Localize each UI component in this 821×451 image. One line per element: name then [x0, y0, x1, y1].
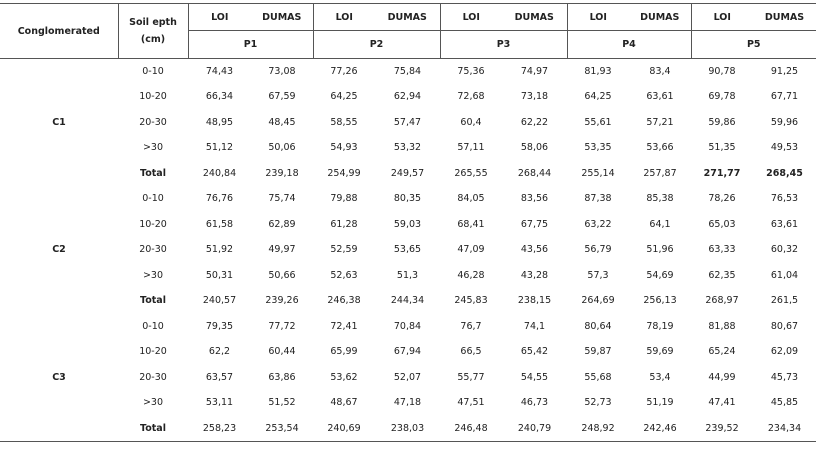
depth-cell: 20-30	[139, 244, 167, 256]
table-row	[0, 186, 816, 212]
value-cell: 46,28	[457, 269, 485, 281]
value-cell: 77,26	[330, 66, 358, 77]
value-cell: 258,23	[188, 416, 251, 442]
group-label-cell	[0, 59, 118, 85]
value-cell: 83,56	[520, 193, 549, 205]
value-cell: 57,3	[587, 269, 609, 281]
value-cell: 52,59	[330, 244, 358, 256]
table-row	[0, 263, 816, 289]
value-cell: 55,77	[457, 371, 485, 383]
value-cell: 240,84	[202, 167, 237, 179]
table-row	[0, 110, 816, 136]
value-cell: 253,54	[251, 416, 313, 442]
depth-cell: Total	[118, 416, 188, 442]
col-label-header: DUMAS	[375, 4, 440, 31]
value-cell: 51,96	[646, 244, 674, 256]
table-row	[0, 390, 816, 416]
value-cell: 62,22	[520, 116, 549, 128]
col-label-header: LOI	[440, 4, 502, 31]
value-cell: 261,5	[770, 295, 799, 307]
col-label-header: DUMAS	[502, 4, 567, 31]
depth-cell: 10-20	[139, 91, 167, 103]
group-label-cell	[0, 263, 118, 289]
value-cell: 60,44	[268, 346, 296, 358]
value-cell: 53,32	[393, 142, 422, 154]
value-cell: 57,11	[457, 142, 485, 154]
col-label-header: LOI	[567, 4, 629, 31]
value-cell: 53,4	[649, 371, 671, 383]
group-label-cell	[0, 339, 118, 365]
value-cell: 43,28	[520, 269, 549, 281]
value-cell: 54,69	[646, 269, 674, 281]
value-cell: 78,26	[708, 193, 736, 205]
value-cell: 264,69	[581, 295, 615, 307]
value-cell: 59,96	[770, 116, 799, 128]
value-cell: 49,53	[770, 142, 799, 154]
value-cell: 65,99	[330, 346, 358, 358]
value-cell: 46,73	[520, 397, 549, 409]
value-cell: 50,66	[268, 269, 296, 281]
value-cell: 63,57	[205, 371, 234, 383]
value-cell: 74,1	[523, 320, 546, 332]
conglomerated-header: Conglomerated	[0, 4, 118, 59]
value-cell: 45,73	[770, 371, 799, 383]
group-label-cell	[0, 390, 118, 416]
group-label-cell	[0, 314, 118, 340]
value-cell: 67,59	[268, 91, 296, 103]
value-cell: 268,45	[766, 167, 803, 179]
value-cell: 51,3	[396, 269, 419, 281]
table-row	[0, 339, 816, 365]
value-cell: 48,45	[268, 116, 296, 128]
value-cell: 240,69	[313, 416, 375, 442]
depth-cell: 0-10	[142, 193, 164, 205]
value-cell: 76,53	[770, 193, 799, 205]
value-cell: 51,52	[268, 397, 296, 409]
value-cell: 57,47	[393, 116, 422, 128]
value-cell: 50,31	[205, 269, 234, 281]
value-cell: 57,21	[646, 116, 674, 128]
total-row	[0, 161, 816, 187]
value-cell: 240,57	[202, 295, 237, 307]
value-cell: 84,05	[457, 193, 485, 205]
group-label-cell	[0, 186, 118, 212]
value-cell: 76,76	[205, 193, 234, 205]
value-cell: 47,41	[708, 397, 736, 409]
value-cell: 49,97	[268, 244, 296, 256]
total-row	[0, 288, 816, 314]
value-cell: 268,97	[705, 295, 739, 307]
table-row	[0, 237, 816, 263]
value-cell: 63,61	[770, 218, 799, 230]
value-cell: 69,78	[708, 91, 736, 103]
value-cell: 240,79	[502, 416, 567, 442]
value-cell: 55,61	[584, 116, 612, 128]
value-cell: 53,62	[330, 371, 358, 383]
table-row	[0, 84, 816, 110]
value-cell: 54,93	[330, 142, 358, 154]
value-cell: 53,35	[584, 142, 612, 154]
value-cell: 62,89	[268, 218, 296, 230]
value-cell: 79,35	[205, 320, 234, 332]
soil-depth-header-line2: (cm)	[140, 34, 166, 45]
value-cell: 90,78	[708, 66, 736, 77]
value-cell: 64,25	[584, 91, 612, 103]
table-row	[0, 365, 816, 391]
value-cell: 67,71	[770, 91, 799, 103]
group-label-cell: C2	[52, 244, 66, 256]
soil-depth-header-line1: Soil epth	[129, 17, 177, 28]
value-cell: 246,48	[440, 416, 502, 442]
value-cell: 246,38	[327, 295, 361, 307]
value-cell: 255,14	[581, 167, 615, 179]
value-cell: 47,09	[457, 244, 485, 256]
table-body	[0, 59, 816, 442]
value-cell: 239,26	[265, 295, 299, 307]
group-label-cell: C3	[52, 371, 66, 383]
value-cell: 76,7	[460, 320, 482, 332]
group-label-cell	[0, 135, 118, 161]
value-cell: 62,94	[393, 91, 422, 103]
value-cell: 234,34	[753, 416, 816, 442]
value-cell: 268,44	[517, 167, 552, 179]
value-cell: 78,19	[646, 320, 674, 332]
value-cell: 87,38	[584, 193, 612, 205]
value-cell: 53,66	[646, 142, 674, 154]
value-cell: 51,35	[708, 142, 736, 154]
value-cell: 72,68	[457, 91, 485, 103]
depth-cell: Total	[140, 295, 166, 307]
depth-cell: >30	[142, 142, 164, 154]
plot-header-p3: P3	[440, 31, 567, 59]
value-cell: 53,65	[393, 244, 422, 256]
value-cell: 54,55	[520, 371, 549, 383]
value-cell: 85,38	[646, 193, 674, 205]
table-row	[0, 59, 816, 85]
value-cell: 61,58	[205, 218, 234, 230]
value-cell: 56,79	[584, 244, 612, 256]
value-cell: 249,57	[390, 167, 425, 179]
table-row	[0, 314, 816, 340]
value-cell: 73,08	[268, 66, 296, 77]
value-cell: 79,88	[330, 193, 358, 205]
value-cell: 59,87	[584, 346, 612, 358]
value-cell: 51,19	[646, 397, 674, 409]
value-cell: 238,15	[517, 295, 552, 307]
group-label-cell	[0, 161, 118, 187]
table-row	[0, 212, 816, 238]
group-label-cell	[0, 288, 118, 314]
group-label-cell	[0, 84, 118, 110]
value-cell: 74,97	[520, 66, 549, 77]
depth-cell: 0-10	[142, 66, 164, 77]
value-cell: 59,03	[393, 218, 422, 230]
value-cell: 238,03	[375, 416, 440, 442]
value-cell: 48,95	[205, 116, 234, 128]
col-label-header: DUMAS	[251, 4, 313, 31]
value-cell: 62,35	[708, 269, 736, 281]
depth-cell: 20-30	[139, 371, 167, 383]
value-cell: 62,09	[770, 346, 799, 358]
value-cell: 58,55	[330, 116, 358, 128]
value-cell: 265,55	[454, 167, 488, 179]
value-cell: 55,68	[584, 371, 612, 383]
value-cell: 91,25	[770, 66, 799, 77]
value-cell: 239,18	[265, 167, 299, 179]
value-cell: 67,75	[520, 218, 549, 230]
value-cell: 64,25	[330, 91, 358, 103]
plot-header-p1: P1	[188, 31, 313, 59]
value-cell: 245,83	[454, 295, 488, 307]
value-cell: 75,84	[393, 66, 422, 77]
value-cell: 257,87	[643, 167, 677, 179]
value-cell: 64,1	[649, 218, 671, 230]
value-cell: 66,5	[460, 346, 482, 358]
value-cell: 61,28	[330, 218, 358, 230]
depth-cell: Total	[140, 167, 166, 179]
col-label-header: LOI	[188, 4, 251, 31]
value-cell: 77,72	[268, 320, 296, 332]
value-cell: 60,32	[770, 244, 799, 256]
value-cell: 80,35	[393, 193, 422, 205]
value-cell: 63,22	[584, 218, 612, 230]
value-cell: 75,36	[457, 66, 485, 77]
value-cell: 48,67	[330, 397, 358, 409]
table-row	[0, 135, 816, 161]
value-cell: 239,52	[691, 416, 753, 442]
plot-header-p2: P2	[313, 31, 440, 59]
value-cell: 53,11	[205, 397, 234, 409]
value-cell: 256,13	[643, 295, 677, 307]
depth-cell: 20-30	[139, 116, 167, 128]
value-cell: 63,86	[268, 371, 296, 383]
depth-cell: 10-20	[139, 346, 167, 358]
value-cell: 62,2	[208, 346, 231, 358]
group-label-cell: C1	[52, 116, 66, 128]
value-cell: 52,73	[584, 397, 612, 409]
col-label-header: LOI	[313, 4, 375, 31]
value-cell: 73,18	[520, 91, 549, 103]
value-cell: 47,51	[457, 397, 485, 409]
value-cell: 81,88	[708, 320, 736, 332]
depth-cell: >30	[142, 397, 164, 409]
group-label-cell	[0, 212, 118, 238]
col-label-header: DUMAS	[753, 4, 816, 31]
value-cell: 81,93	[584, 66, 612, 77]
col-label-header: DUMAS	[629, 4, 691, 31]
value-cell: 50,06	[268, 142, 296, 154]
value-cell: 65,03	[708, 218, 736, 230]
depth-cell: 0-10	[142, 320, 164, 332]
value-cell: 80,64	[584, 320, 612, 332]
value-cell: 271,77	[703, 167, 741, 179]
value-cell: 74,43	[205, 66, 234, 77]
value-cell: 43,56	[520, 244, 549, 256]
value-cell: 52,63	[330, 269, 358, 281]
value-cell: 244,34	[390, 295, 425, 307]
value-cell: 61,04	[770, 269, 799, 281]
total-row	[0, 416, 816, 442]
value-cell: 60,4	[460, 116, 482, 128]
plot-header-p4: P4	[567, 31, 691, 59]
value-cell: 59,86	[708, 116, 736, 128]
value-cell: 254,99	[327, 167, 361, 179]
value-cell: 47,18	[393, 397, 422, 409]
value-cell: 68,41	[457, 218, 485, 230]
value-cell: 45,85	[770, 397, 799, 409]
soil-depth-header	[118, 4, 188, 59]
group-label-cell	[0, 416, 118, 442]
col-label-header: LOI	[691, 4, 753, 31]
value-cell: 80,67	[770, 320, 799, 332]
value-cell: 70,84	[393, 320, 422, 332]
depth-cell: >30	[142, 269, 164, 281]
value-cell: 44,99	[708, 371, 736, 383]
soil-data-table	[0, 3, 816, 442]
value-cell: 63,33	[708, 244, 736, 256]
value-cell: 72,41	[330, 320, 358, 332]
value-cell: 66,34	[205, 91, 234, 103]
value-cell: 67,94	[393, 346, 422, 358]
value-cell: 59,69	[646, 346, 674, 358]
value-cell: 58,06	[520, 142, 549, 154]
value-cell: 51,12	[205, 142, 234, 154]
value-cell: 242,46	[629, 416, 691, 442]
plot-header-p5: P5	[691, 31, 816, 59]
value-cell: 65,24	[708, 346, 736, 358]
value-cell: 65,42	[520, 346, 549, 358]
value-cell: 248,92	[567, 416, 629, 442]
value-cell: 51,92	[205, 244, 234, 256]
depth-cell: 10-20	[139, 218, 167, 230]
value-cell: 63,61	[646, 91, 674, 103]
value-cell: 75,74	[268, 193, 296, 205]
value-cell: 52,07	[393, 371, 422, 383]
value-cell: 83,4	[649, 66, 671, 77]
